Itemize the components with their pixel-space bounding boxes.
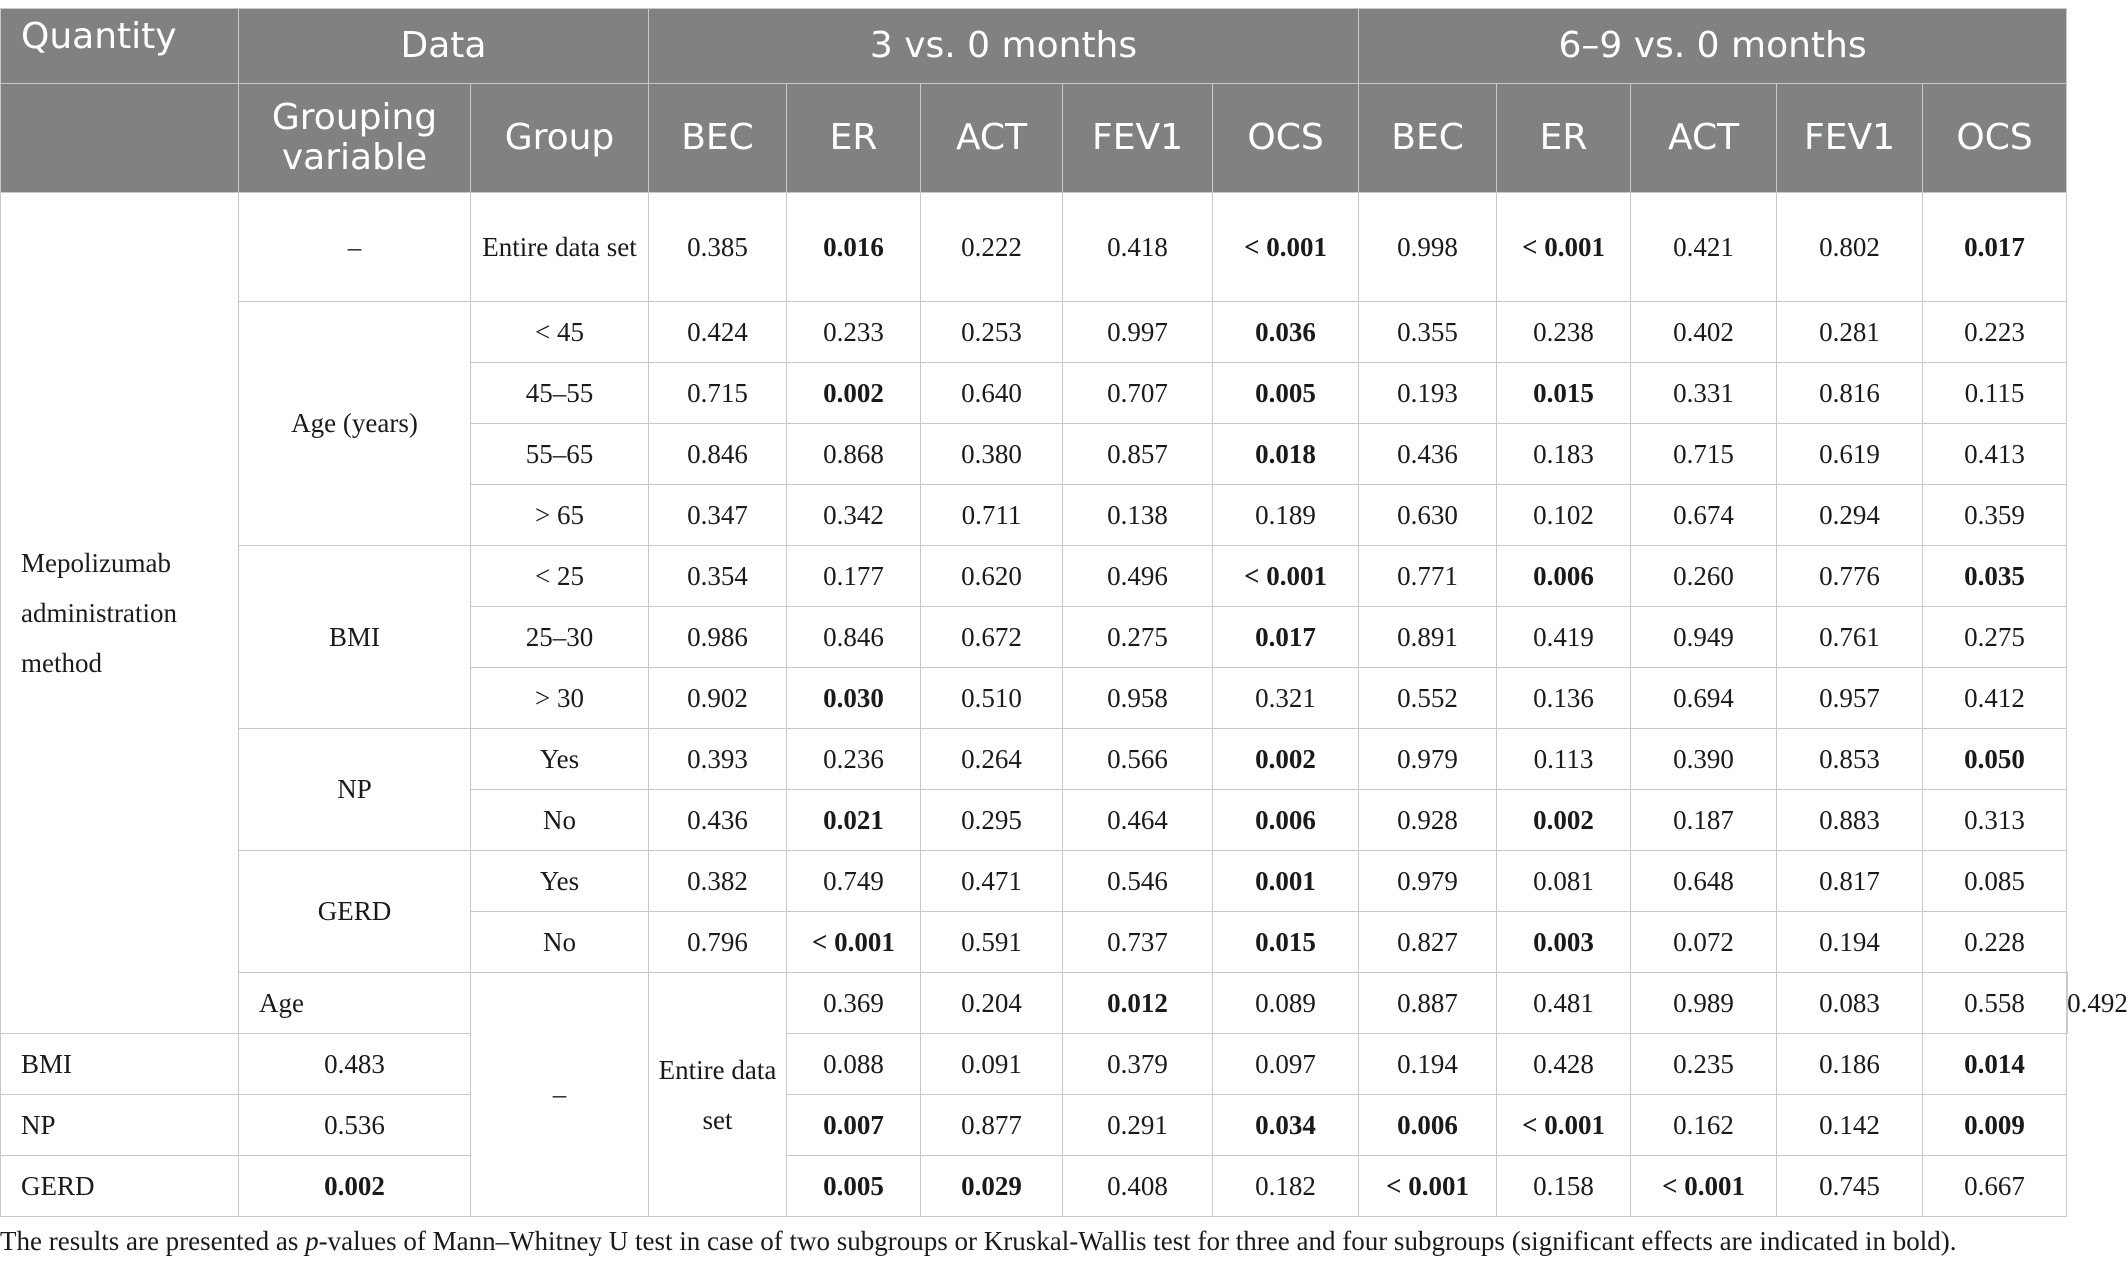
p-value-cell: 0.979	[1359, 851, 1497, 912]
p-value-cell: 0.236	[787, 729, 921, 790]
table-row	[1, 193, 2068, 302]
p-value-cell: 0.674	[1631, 485, 1777, 546]
header-metric: OCS	[1213, 84, 1359, 193]
p-value-cell: 0.640	[921, 363, 1063, 424]
table-row	[1, 302, 2068, 363]
p-value-cell: 0.998	[1359, 193, 1497, 302]
p-value-cell: 0.035	[1923, 546, 2067, 607]
p-value-cell: 0.113	[1497, 729, 1631, 790]
p-value-cell: 0.846	[787, 607, 921, 668]
p-value-cell: 0.002	[239, 1156, 471, 1217]
p-value-cell: 0.030	[787, 668, 921, 729]
p-value-cell: 0.412	[1923, 668, 2067, 729]
p-value-cell: 0.853	[1777, 729, 1923, 790]
group-cell: 45–55	[471, 363, 649, 424]
p-value-cell: 0.496	[1063, 546, 1213, 607]
p-value-cell: 0.715	[649, 363, 787, 424]
header-metric: ER	[787, 84, 921, 193]
p-value-cell: 0.012	[1063, 973, 1213, 1034]
p-value-cell: 0.347	[649, 485, 787, 546]
p-value-cell: 0.424	[649, 302, 787, 363]
p-value-cell: 0.228	[1923, 912, 2067, 973]
table-row	[1, 546, 2068, 607]
header-metric: ER	[1497, 84, 1631, 193]
table-body	[1, 193, 2128, 1217]
quantity-cell: BMI	[1, 1034, 239, 1095]
p-value-cell: 0.997	[1063, 302, 1213, 363]
header-metric: FEV1	[1063, 84, 1213, 193]
p-value-cell: 0.018	[1213, 424, 1359, 485]
group-cell: 25–30	[471, 607, 649, 668]
p-value-cell: 0.380	[921, 424, 1063, 485]
p-value-cell: 0.648	[1631, 851, 1777, 912]
p-value-cell: 0.091	[921, 1034, 1063, 1095]
header-grouping-variable: Grouping variable	[239, 84, 471, 193]
quantity-cell: NP	[1, 1095, 239, 1156]
p-value-cell: 0.085	[1923, 851, 2067, 912]
p-value-cell: 0.877	[921, 1095, 1063, 1156]
p-value-cell: 0.291	[1063, 1095, 1213, 1156]
grouping-variable-cell: –	[239, 193, 471, 302]
p-value-cell: 0.162	[1631, 1095, 1777, 1156]
group-cell: Yes	[471, 851, 649, 912]
p-value-cell: 0.193	[1359, 363, 1497, 424]
p-value-cell: 0.295	[921, 790, 1063, 851]
p-value-cell: 0.142	[1777, 1095, 1923, 1156]
p-value-cell: 0.359	[1923, 485, 2067, 546]
p-value-cell: 0.194	[1359, 1034, 1497, 1095]
p-value-cell: 0.902	[649, 668, 787, 729]
p-value-cell: 0.492	[2067, 987, 2128, 1018]
p-value-cell: 0.402	[1631, 302, 1777, 363]
header-period-6-9-months: 6–9 vs. 0 months	[1359, 9, 2067, 84]
quantity-cell: Age	[239, 973, 471, 1034]
p-value-cell: 0.223	[1923, 302, 2067, 363]
p-value-cell: 0.238	[1497, 302, 1631, 363]
p-value-cell: 0.817	[1777, 851, 1923, 912]
p-value-cell: 0.189	[1213, 485, 1359, 546]
p-value-cell: 0.868	[787, 424, 921, 485]
p-value-cell: < 0.001	[1213, 546, 1359, 607]
p-value-cell: 0.321	[1213, 668, 1359, 729]
results-table	[0, 8, 2128, 1217]
grouping-variable-cell: NP	[239, 729, 471, 851]
quantity-cell: Mepolizumab administration method	[1, 193, 239, 1034]
header-period-3-months: 3 vs. 0 months	[649, 9, 1359, 84]
p-value-cell: 0.136	[1497, 668, 1631, 729]
p-value-cell: 0.089	[1213, 973, 1359, 1034]
p-value-cell: 0.619	[1777, 424, 1923, 485]
p-value-cell: 0.021	[787, 790, 921, 851]
p-value-cell: 0.707	[1063, 363, 1213, 424]
p-value-cell: 0.102	[1497, 485, 1631, 546]
p-value-cell: 0.275	[1923, 607, 2067, 668]
p-value-cell: 0.390	[1631, 729, 1777, 790]
p-value-cell: 0.036	[1213, 302, 1359, 363]
header-data: Data	[239, 9, 649, 84]
p-value-cell: 0.005	[1213, 363, 1359, 424]
p-value-cell: 0.385	[649, 193, 787, 302]
p-value-cell: < 0.001	[787, 912, 921, 973]
p-value-cell: 0.408	[1063, 1156, 1213, 1217]
p-value-cell: 0.630	[1359, 485, 1497, 546]
p-value-cell: 0.015	[1213, 912, 1359, 973]
p-value-cell: 0.883	[1777, 790, 1923, 851]
table-row	[1, 1034, 2068, 1095]
p-value-cell: 0.421	[1631, 193, 1777, 302]
p-value-cell: 0.183	[1497, 424, 1631, 485]
grouping-variable-cell: BMI	[239, 546, 471, 729]
p-value-cell: 0.006	[1359, 1095, 1497, 1156]
p-value-cell: 0.009	[1923, 1095, 2067, 1156]
p-value-cell: 0.006	[1213, 790, 1359, 851]
header-quantity-blank	[1, 84, 239, 193]
p-value-cell: 0.233	[787, 302, 921, 363]
p-value-cell: 0.413	[1923, 424, 2067, 485]
p-value-cell: 0.558	[1923, 973, 2067, 1034]
p-value-cell: 0.857	[1063, 424, 1213, 485]
p-value-cell: 0.204	[921, 973, 1063, 1034]
p-value-cell: 0.017	[1213, 607, 1359, 668]
p-value-cell: 0.536	[239, 1095, 471, 1156]
p-value-cell: 0.566	[1063, 729, 1213, 790]
grouping-variable-cell: –	[471, 973, 649, 1217]
p-value-cell: 0.620	[921, 546, 1063, 607]
p-value-cell: 0.464	[1063, 790, 1213, 851]
p-value-cell: 0.138	[1063, 485, 1213, 546]
p-value-cell: 0.483	[239, 1034, 471, 1095]
group-cell: > 65	[471, 485, 649, 546]
quantity-cell: GERD	[1, 1156, 239, 1217]
p-value-cell: 0.694	[1631, 668, 1777, 729]
p-value-cell: 0.235	[1631, 1034, 1777, 1095]
p-value-cell: 0.771	[1359, 546, 1497, 607]
table-footnote	[0, 1226, 1957, 1257]
p-value-cell: 0.436	[649, 790, 787, 851]
p-value-cell: 0.007	[787, 1095, 921, 1156]
table-row	[1, 851, 2068, 912]
p-value-cell: 0.088	[787, 1034, 921, 1095]
p-value-cell: 0.418	[1063, 193, 1213, 302]
group-cell: Yes	[471, 729, 649, 790]
header-quantity: Quantity	[1, 9, 239, 84]
p-value-cell: 0.887	[1359, 973, 1497, 1034]
p-value-cell: 0.989	[1631, 973, 1777, 1034]
p-value-cell: 0.003	[1497, 912, 1631, 973]
footnote-text-before: The results are presented as	[0, 1226, 306, 1256]
p-value-cell: 0.050	[1923, 729, 2067, 790]
p-value-cell: 0.014	[1923, 1034, 2067, 1095]
p-value-cell: 0.749	[787, 851, 921, 912]
p-value-cell: 0.005	[787, 1156, 921, 1217]
p-value-cell: 0.016	[787, 193, 921, 302]
p-value-cell: 0.001	[1213, 851, 1359, 912]
p-value-cell: 0.097	[1213, 1034, 1359, 1095]
p-value-cell: 0.552	[1359, 668, 1497, 729]
p-value-cell: 0.194	[1777, 912, 1923, 973]
p-value-cell: 0.796	[649, 912, 787, 973]
p-value-cell: 0.436	[1359, 424, 1497, 485]
header-row-2	[1, 84, 2068, 193]
p-value-cell: 0.313	[1923, 790, 2067, 851]
group-cell: Entire data set	[649, 973, 787, 1217]
p-value-cell: 0.546	[1063, 851, 1213, 912]
p-value-cell: 0.846	[649, 424, 787, 485]
header-metric: ACT	[921, 84, 1063, 193]
p-value-cell: 0.342	[787, 485, 921, 546]
header-metric: BEC	[1359, 84, 1497, 193]
p-value-cell: 0.382	[649, 851, 787, 912]
p-value-cell: 0.958	[1063, 668, 1213, 729]
p-value-cell: 0.711	[921, 485, 1063, 546]
p-value-cell: < 0.001	[1213, 193, 1359, 302]
p-value-cell: 0.355	[1359, 302, 1497, 363]
p-value-cell: 0.672	[921, 607, 1063, 668]
footnote-italic-p: p	[305, 1226, 319, 1256]
p-value-cell: 0.354	[649, 546, 787, 607]
grouping-variable-cell: Age (years)	[239, 302, 471, 546]
group-cell: < 45	[471, 302, 649, 363]
p-value-cell: 0.827	[1359, 912, 1497, 973]
p-value-cell: 0.264	[921, 729, 1063, 790]
p-value-cell: 0.260	[1631, 546, 1777, 607]
p-value-cell: 0.379	[1063, 1034, 1213, 1095]
p-value-cell: 0.002	[787, 363, 921, 424]
p-value-cell: < 0.001	[1631, 1156, 1777, 1217]
header-metric: BEC	[649, 84, 787, 193]
p-value-cell: 0.187	[1631, 790, 1777, 851]
footnote-text-after: -values of Mann–Whitney U test in case of two subgroups or Kruskal-Wallis test for three and four subgroups (significant effects are indicated in bold).	[318, 1226, 1957, 1256]
p-value-cell: 0.253	[921, 302, 1063, 363]
p-value-cell: 0.761	[1777, 607, 1923, 668]
p-value-cell: 0.081	[1497, 851, 1631, 912]
group-cell: 55–65	[471, 424, 649, 485]
header-metric: OCS	[1923, 84, 2067, 193]
p-value-cell: 0.986	[649, 607, 787, 668]
p-value-cell: 0.083	[1777, 973, 1923, 1034]
p-value-cell: 0.275	[1063, 607, 1213, 668]
p-value-cell: < 0.001	[1359, 1156, 1497, 1217]
p-value-cell: 0.294	[1777, 485, 1923, 546]
p-value-cell: 0.281	[1777, 302, 1923, 363]
p-value-cell: 0.015	[1497, 363, 1631, 424]
p-value-cell: 0.481	[1497, 973, 1631, 1034]
p-value-cell: 0.979	[1359, 729, 1497, 790]
p-value-cell: 0.158	[1497, 1156, 1631, 1217]
p-value-cell: 0.331	[1631, 363, 1777, 424]
group-cell: Entire data set	[471, 193, 649, 302]
group-cell: No	[471, 912, 649, 973]
p-value-cell: 0.428	[1497, 1034, 1631, 1095]
p-value-cell: 0.002	[1497, 790, 1631, 851]
p-value-cell: 0.891	[1359, 607, 1497, 668]
p-value-cell: 0.006	[1497, 546, 1631, 607]
p-value-cell: 0.419	[1497, 607, 1631, 668]
p-value-cell: 0.115	[1923, 363, 2067, 424]
p-value-cell: 0.177	[787, 546, 921, 607]
table-row	[1, 729, 2068, 790]
table-row	[1, 1156, 2068, 1217]
group-cell: < 25	[471, 546, 649, 607]
p-value-cell: 0.072	[1631, 912, 1777, 973]
p-value-cell: 0.034	[1213, 1095, 1359, 1156]
p-value-cell: 0.029	[921, 1156, 1063, 1217]
group-cell: > 30	[471, 668, 649, 729]
table-row	[1, 973, 2068, 1034]
p-value-cell: 0.369	[787, 973, 921, 1034]
group-cell: No	[471, 790, 649, 851]
p-value-cell: 0.471	[921, 851, 1063, 912]
p-value-cell: 0.745	[1777, 1156, 1923, 1217]
p-value-cell: 0.393	[649, 729, 787, 790]
p-value-cell: < 0.001	[1497, 1095, 1631, 1156]
p-value-cell: 0.737	[1063, 912, 1213, 973]
p-value-cell: 0.186	[1777, 1034, 1923, 1095]
header-row-1	[1, 9, 2068, 84]
p-value-cell: 0.222	[921, 193, 1063, 302]
grouping-variable-cell: GERD	[239, 851, 471, 973]
p-value-cell: 0.776	[1777, 546, 1923, 607]
p-value-cell: 0.957	[1777, 668, 1923, 729]
header-metric: FEV1	[1777, 84, 1923, 193]
p-value-cell: 0.715	[1631, 424, 1777, 485]
p-value-cell: 0.591	[921, 912, 1063, 973]
results-table-container	[0, 8, 2128, 1217]
p-value-cell: < 0.001	[1497, 193, 1631, 302]
p-value-cell: 0.949	[1631, 607, 1777, 668]
p-value-cell: 0.802	[1777, 193, 1923, 302]
p-value-cell: 0.816	[1777, 363, 1923, 424]
p-value-cell: 0.928	[1359, 790, 1497, 851]
p-value-cell: 0.667	[1923, 1156, 2067, 1217]
header-metric: ACT	[1631, 84, 1777, 193]
p-value-cell: 0.510	[921, 668, 1063, 729]
header-group: Group	[471, 84, 649, 193]
p-value-cell: 0.002	[1213, 729, 1359, 790]
table-row	[1, 1095, 2068, 1156]
p-value-cell: 0.182	[1213, 1156, 1359, 1217]
p-value-cell: 0.017	[1923, 193, 2067, 302]
